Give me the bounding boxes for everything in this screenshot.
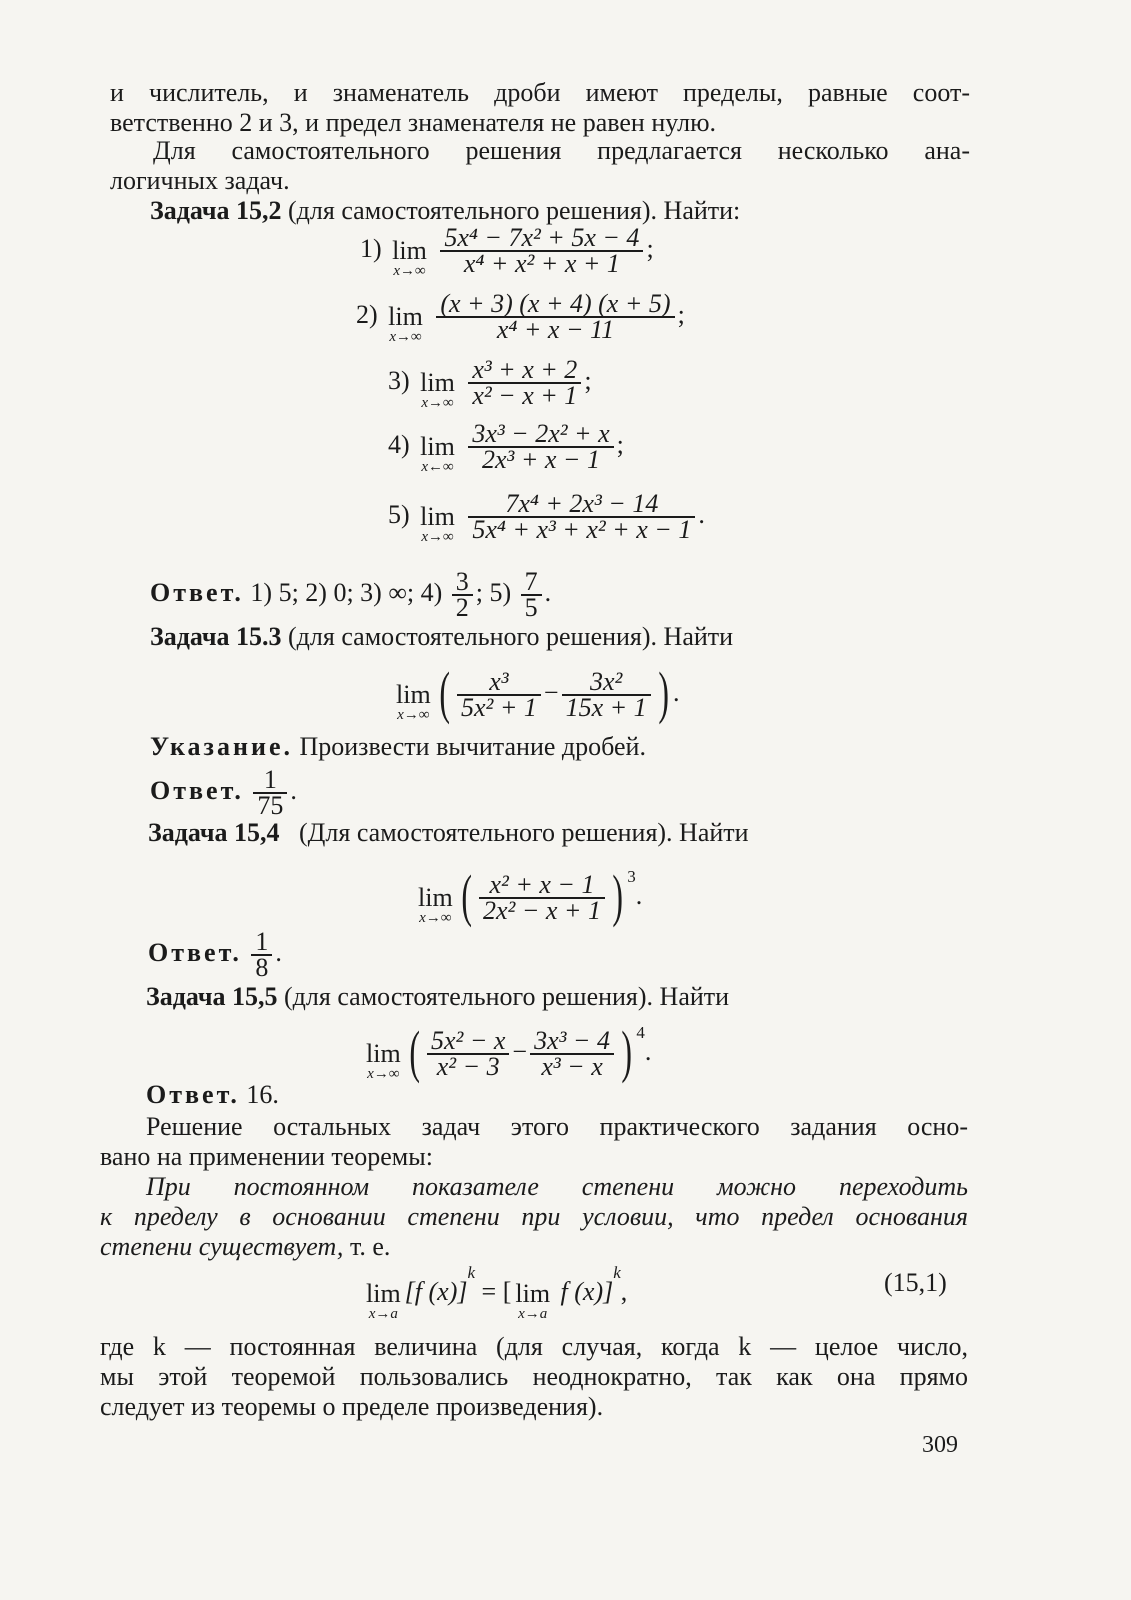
formula-15-1: lim x→a [f (x)]$^k$ = [ lim x→a f (x)]$^k$,: [366, 1263, 628, 1323]
fraction: $\frac{\text{x² + x − 1}}{\text{2x² − x + 1}}$: [479, 873, 605, 923]
fraction: $\frac{\text{3x³ − 2x² + x}}{\text{2x³ + x − 1}}$: [468, 422, 613, 472]
text-line: Решение остальных задач этого практического задания осно-: [146, 1112, 968, 1141]
page-number: 309: [922, 1432, 958, 1458]
fraction: $\frac{\text{x³ + x + 2}}{\text{x² − x + 1}}$: [468, 358, 581, 408]
task-15-2-answer: Ответ. 1) 5; 2) 0; 3) ∞; 4) $\frac{3}{2}$ ; 5) $\frac{7}{5}$ .: [150, 567, 552, 622]
theorem-line: к пределу в основании степени при условии, что предел основания: [100, 1202, 968, 1231]
fraction: $\frac{\text{7x⁴ + 2x³ − 14}}{\text{5x⁴ + x³ + x² + x − 1}}$: [468, 492, 695, 542]
task-15-2-item-4: 4) lim x←∞ $\frac{\text{3x³ − 2x² + x}}{\text{2x³ + x − 1}}$ ;: [388, 419, 624, 475]
task-15-3-formula: lim x→∞ ( $\frac{\text{x³}}{\text{5x² + 1}}$ − $\frac{\text{3x²}}{15x + 1}$ ) .: [396, 660, 680, 725]
task-15-2-heading: Задача 15,2 (для самостоятельного решения). Найти:: [150, 196, 741, 225]
task-15-4-answer: Ответ. $\frac{1}{8}$ .: [148, 927, 282, 982]
fraction: $\frac{1}{8}$: [251, 930, 272, 980]
fraction: $\frac{\text{5x⁴ − 7x² + 5x − 4}}{\text{x⁴ + x² + x + 1}}$: [440, 226, 643, 276]
text-line: логичных задач.: [110, 166, 290, 195]
task-15-2-item-5: 5) lim x→∞ $\frac{\text{7x⁴ + 2x³ − 14}}{\text{5x⁴ + x³ + x² + x − 1}}$ .: [388, 489, 705, 545]
theorem-line: степени существует, т. е.: [100, 1232, 391, 1261]
theorem-line: При постоянном показателе степени можно переходить: [146, 1172, 968, 1201]
task-15-5-heading: Задача 15,5 (для самостоятельного решения). Найти: [146, 982, 730, 1011]
limit-operator: lim x→∞: [396, 680, 431, 723]
text-line: где k — постоянная величина (для случая, когда k — целое число,: [100, 1332, 968, 1361]
fraction: $\frac{1}{75}$: [253, 768, 287, 818]
task-15-3-heading: Задача 15.3 (для самостоятельного решения). Найти: [150, 622, 734, 651]
text-line: вано на применении теоремы:: [100, 1142, 433, 1171]
fraction: $\frac{\text{3x³ − 4}}{\text{x³ − x}}$: [530, 1029, 614, 1079]
task-15-5-formula: lim x→∞ ( $\frac{\text{5x² − x}}{\text{x² − 3}}$ − $\frac{\text{3x³ − 4}}{\text{x³ − x}}$ ) $^4$.: [366, 1019, 652, 1085]
task-15-5-answer: Ответ. 16.: [146, 1080, 279, 1109]
fraction: $\frac{\text{3x²}}{15x + 1}$: [562, 670, 651, 720]
task-15-3-answer: Ответ. $\frac{1}{75}$ .: [150, 765, 297, 820]
fraction: $\frac{3}{2}$: [452, 570, 473, 620]
fraction: $\frac{7}{5}$: [521, 570, 542, 620]
task-15-3-hint: Указание. Произвести вычитание дробей.: [150, 732, 646, 761]
text-line: мы этой теоремой пользовались неоднократно, так как она прямо: [100, 1362, 968, 1391]
limit-operator: lim x→∞: [420, 502, 455, 545]
fraction: $\frac{(x + 3) (x + 4) (x + 5)}{\text{x⁴ + x − 11}}$: [436, 292, 674, 342]
equation-number: (15,1): [884, 1268, 947, 1297]
task-15-4-formula: lim x→∞ ( $\frac{\text{x² + x − 1}}{\text{2x² − x + 1}}$ ) $^3$.: [418, 863, 643, 929]
limit-operator: lim x→∞: [388, 302, 423, 345]
text-line: следует из теоремы о пределе произведения).: [100, 1392, 604, 1421]
limit-operator: lim x→∞: [366, 1039, 401, 1083]
limit-operator: lim x→∞: [420, 368, 455, 411]
limit-operator: lim x→a: [366, 1279, 401, 1323]
limit-operator: lim x←∞: [420, 432, 455, 475]
fraction: $\frac{\text{5x² − x}}{\text{x² − 3}}$: [427, 1029, 509, 1079]
text-line: Для самостоятельного решения предлагается несколько ана-: [153, 136, 970, 165]
text-line: ветственно 2 и 3, и предел знаменателя не равен нулю.: [110, 108, 716, 137]
task-15-2-item-3: 3) lim x→∞ $\frac{\text{x³ + x + 2}}{\text{x² − x + 1}}$ ;: [388, 355, 592, 411]
task-15-2-item-2: 2) lim x→∞ $\frac{(x + 3) (x + 4) (x + 5)}{\text{x⁴ + x − 11}}$ ;: [356, 289, 685, 345]
task-15-4-heading: Задача 15,4 (Для самостоятельного решения). Найти: [148, 818, 749, 847]
fraction: $\frac{\text{x³}}{\text{5x² + 1}}$: [457, 670, 541, 720]
limit-operator: lim x→∞: [392, 236, 427, 279]
text-line: и числитель, и знаменатель дроби имеют пределы, равные соот-: [110, 78, 970, 107]
limit-operator: lim x→∞: [418, 883, 453, 927]
task-15-2-item-1: 1) lim x→∞ $\frac{\text{5x⁴ − 7x² + 5x − 4}}{\text{x⁴ + x² + x + 1}}$ ;: [360, 223, 654, 279]
limit-operator: lim x→a: [515, 1279, 551, 1323]
